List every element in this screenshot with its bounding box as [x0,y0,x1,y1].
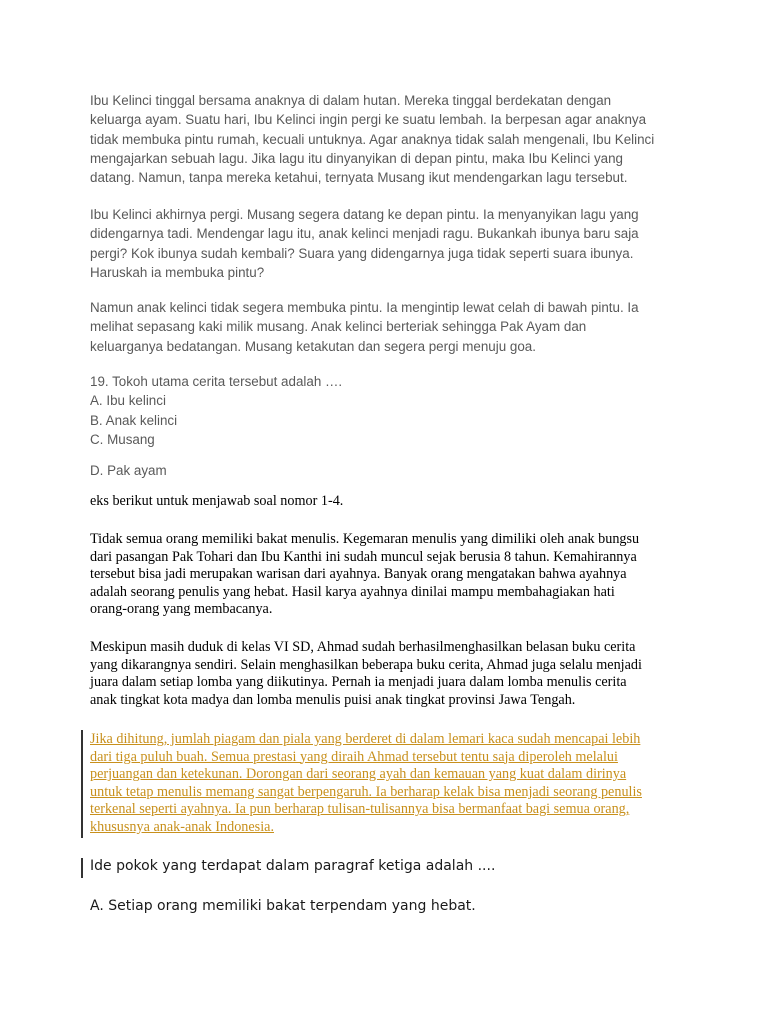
revision-bar [81,730,83,838]
option-a: A. Setiap orang memiliki bakat terpendam yang hebat. [90,898,476,914]
text-line: Ibu Kelinci tinggal bersama anaknya di dalam hutan. Mereka tinggal berdekatan dengan [90,93,612,108]
text-line: untuk tetap menulis memang sangat berpengaruh. Ia berharap kelak bisa menjadi seorang penulis [90,783,642,800]
text-line: dari tiga puluh buah. Semua prestasi yang diraih Ahmad tersebut tentu saja diperoleh melalui [90,748,618,765]
story-paragraph-2 [90,205,680,282]
text-line: Haruskah ia membuka pintu? [90,264,265,280]
text-line: Jika dihitung, jumlah piagam dan piala yang berderet di dalam lemari kaca sudah mencapai lebih [90,731,641,747]
text-line: juara dalam setiap lomba yang diikutinya. Pernah ia menjadi juara dalam lomba menulis cerita [90,674,627,691]
story-paragraph-1 [90,91,680,187]
text-cursor [81,858,83,878]
article-paragraph-2 [90,639,680,709]
article-paragraph-1 [90,531,680,619]
option-d: D. Pak ayam [90,463,167,478]
story-paragraph-3 [90,298,680,356]
option-b: B. Anak kelinci [90,412,178,428]
text-line: keluarganya bedatangan. Musang ketakutan dan segera pergi menuju goa. [90,338,536,354]
article-paragraph-3-highlighted [90,731,680,837]
text-line: Tidak semua orang memiliki bakat menulis. Kegemaran menulis yang dimiliki oleh anak bungsu [90,531,640,547]
option-c: C. Musang [90,431,155,447]
text-line: adalah seorang penulis yang hebat. Hasil karya ayahnya dinilai mampu membahagiakan hati [90,583,615,600]
text-line: khususnya anak-anak Indonesia. [90,818,274,835]
text-line: datang. Namun, tanpa mereka ketahui, ternyata Musang ikut mendengarkan lagu tersebut. [90,170,628,186]
question-19 [90,372,680,449]
text-line: Namun anak kelinci tidak segera membuka pintu. Ia mengintip lewat celah di bawah pintu. Ia [90,300,639,315]
text-line: mengajarkan sebuah lagu. Jika lagu itu dinyanyikan di depan pintu, maka Ibu Kelinci yang [90,150,623,166]
option-a: A. Ibu kelinci [90,393,166,409]
main-question [90,858,680,874]
question-text: 19. Tokoh utama cerita tersebut adalah …. [90,374,343,389]
intro-line [90,493,680,511]
question-text: Ide pokok yang terdapat dalam paragraf ketiga adalah .... [90,858,496,874]
text-line: didengarnya tadi. Mendengar lagu itu, anak kelinci menjadi ragu. Bukankah ibunya baru saja [90,226,639,242]
text-line: anak tingkat kota madya dan lomba menulis puisi anak tingkat provinsi Jawa Tengah. [90,691,576,708]
text-line: orang-orang yang membacanya. [90,601,273,618]
text-line: tersebut bisa jadi merupakan warisan dari ayahnya. Banyak orang mengatakan bahwa ayahnya [90,566,627,583]
text-line: yang dikarangnya sendiri. Selain menghasilkan beberapa buku cerita, Ahmad juga selalu menjadi [90,656,642,673]
text-line: perjuangan dan ketekunan. Dorongan dari seorang ayah dan kemauan yang kuat dalam dirinya [90,766,627,783]
text-line: Ibu Kelinci akhirnya pergi. Musang segera datang ke depan pintu. Ia menyanyikan lagu yang [90,207,639,222]
option-d-block [90,461,680,480]
text-line: Meskipun masih duduk di kelas VI SD, Ahmad sudah berhasilmenghasilkan belasan buku cerita [90,639,636,655]
text-line: tidak membuka pintu rumah, kecuali untuknya. Agar anaknya tidak salah mengenali, Ibu Kelinci [90,131,655,147]
text-line: terkenal seperti ayahnya. Ia pun berharap tulisan-tulisannya bisa bermanfaat bagi semua orang, [90,801,630,818]
text-line: melihat sepasang kaki milik musang. Anak kelinci berteriak sehingga Pak Ayam dan [90,319,587,335]
text-line: eks berikut untuk menjawab soal nomor 1-4. [90,493,344,509]
text-line: pergi? Kok ibunya sudah kembali? Suara yang didengarnya juga tidak seperti suara ibunya. [90,245,634,261]
text-line: dari pasangan Pak Tohari dan Ibu Kanthi ini sudah muncul sejak berusia 8 tahun. Kemahirannya [90,548,637,565]
text-line: keluarga ayam. Suatu hari, Ibu Kelinci ingin pergi ke suatu lembah. Ia berpesan agar anaknya [90,112,647,128]
main-question-option-a [90,898,680,914]
